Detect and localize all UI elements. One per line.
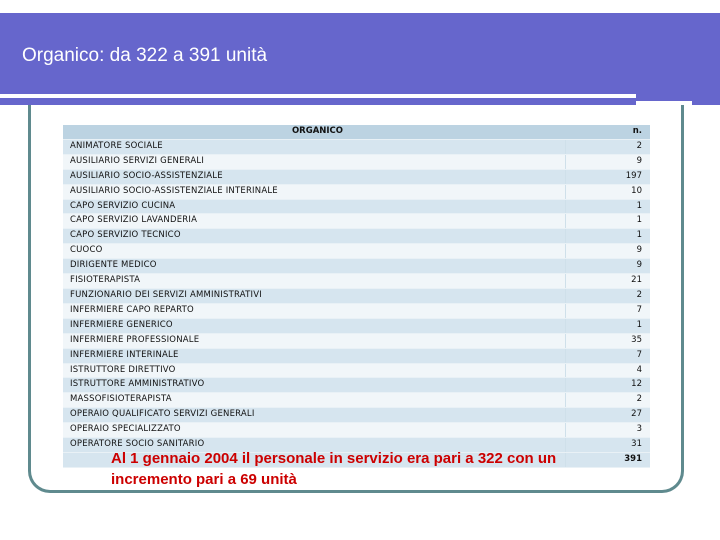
- organico-table: [63, 125, 650, 468]
- table-row: [63, 244, 650, 259]
- count-cell: 21: [565, 274, 650, 289]
- table-row: [63, 423, 650, 438]
- role-cell: FUNZIONARIO DEI SERVIZI AMMINISTRATIVI: [63, 288, 565, 303]
- count-cell: 12: [565, 378, 650, 393]
- organico-table-image: [63, 125, 650, 464]
- role-cell: ISTRUTTORE AMMINISTRATIVO: [63, 378, 565, 393]
- count-cell: 2: [565, 139, 650, 154]
- count-cell: 9: [565, 154, 650, 169]
- table-row: [63, 378, 650, 393]
- count-cell: 1: [565, 199, 650, 214]
- header-count: n.: [565, 125, 650, 139]
- table-row: [63, 199, 650, 214]
- table-row: [63, 169, 650, 184]
- role-cell: INFERMIERE PROFESSIONALE: [63, 333, 565, 348]
- role-cell: OPERAIO SPECIALIZZATO: [63, 423, 565, 438]
- count-cell: 1: [565, 214, 650, 229]
- role-cell: CUOCO: [63, 244, 565, 259]
- slide-title: Organico: da 322 a 391 unità: [22, 45, 268, 66]
- table-row: [63, 274, 650, 289]
- table-header-row: [63, 125, 650, 139]
- role-cell: OPERAIO QUALIFICATO SERVIZI GENERALI: [63, 408, 565, 423]
- role-cell: CAPO SERVIZIO LAVANDERIA: [63, 214, 565, 229]
- title-rule-light: [0, 94, 636, 98]
- count-cell: 35: [565, 333, 650, 348]
- summary-note: Al 1 gennaio 2004 il personale in servizio era pari a 322 con un incremento pari a 69 unità: [111, 450, 557, 488]
- table-row: [63, 408, 650, 423]
- header-organico: ORGANICO: [63, 125, 565, 139]
- table-row: [63, 184, 650, 199]
- table-row: [63, 139, 650, 154]
- count-cell: 9: [565, 259, 650, 274]
- count-cell: 2: [565, 288, 650, 303]
- table-row: [63, 348, 650, 363]
- role-cell: INFERMIERE GENERICO: [63, 318, 565, 333]
- role-cell: ANIMATORE SOCIALE: [63, 139, 565, 154]
- count-cell: 27: [565, 408, 650, 423]
- count-cell: 31: [565, 438, 650, 453]
- count-cell: 10: [565, 184, 650, 199]
- role-cell: INFERMIERE INTERINALE: [63, 348, 565, 363]
- role-cell: OPERATORE SOCIO SANITARIO: [63, 438, 565, 453]
- role-cell: AUSILIARIO SOCIO-ASSISTENZIALE: [63, 169, 565, 184]
- role-cell: AUSILIARIO SERVIZI GENERALI: [63, 154, 565, 169]
- table-row: [63, 363, 650, 378]
- count-cell: 7: [565, 348, 650, 363]
- role-cell: ISTRUTTORE DIRETTIVO: [63, 363, 565, 378]
- count-cell: 4: [565, 363, 650, 378]
- count-cell: 3: [565, 423, 650, 438]
- table-row: [63, 154, 650, 169]
- table-row: [63, 229, 650, 244]
- count-cell: 197: [565, 169, 650, 184]
- count-cell: 1: [565, 229, 650, 244]
- total-count-cell: 391: [565, 452, 650, 467]
- table-row: [63, 393, 650, 408]
- table-row: [63, 303, 650, 318]
- count-cell: 1: [565, 318, 650, 333]
- count-cell: 7: [565, 303, 650, 318]
- role-cell: DIRIGENTE MEDICO: [63, 259, 565, 274]
- role-cell: CAPO SERVIZIO CUCINA: [63, 199, 565, 214]
- count-cell: 9: [565, 244, 650, 259]
- count-cell: 2: [565, 393, 650, 408]
- table-row: [63, 318, 650, 333]
- role-cell: CAPO SERVIZIO TECNICO: [63, 229, 565, 244]
- table-row: [63, 288, 650, 303]
- title-bar-corner: [692, 13, 720, 105]
- role-cell: FISIOTERAPISTA: [63, 274, 565, 289]
- table-row: [63, 259, 650, 274]
- role-cell: MASSOFISIOTERAPISTA: [63, 393, 565, 408]
- table-row: [63, 214, 650, 229]
- table-row: [63, 333, 650, 348]
- role-cell: INFERMIERE CAPO REPARTO: [63, 303, 565, 318]
- table-body: [63, 139, 650, 467]
- role-cell: AUSILIARIO SOCIO-ASSISTENZIALE INTERINALE: [63, 184, 565, 199]
